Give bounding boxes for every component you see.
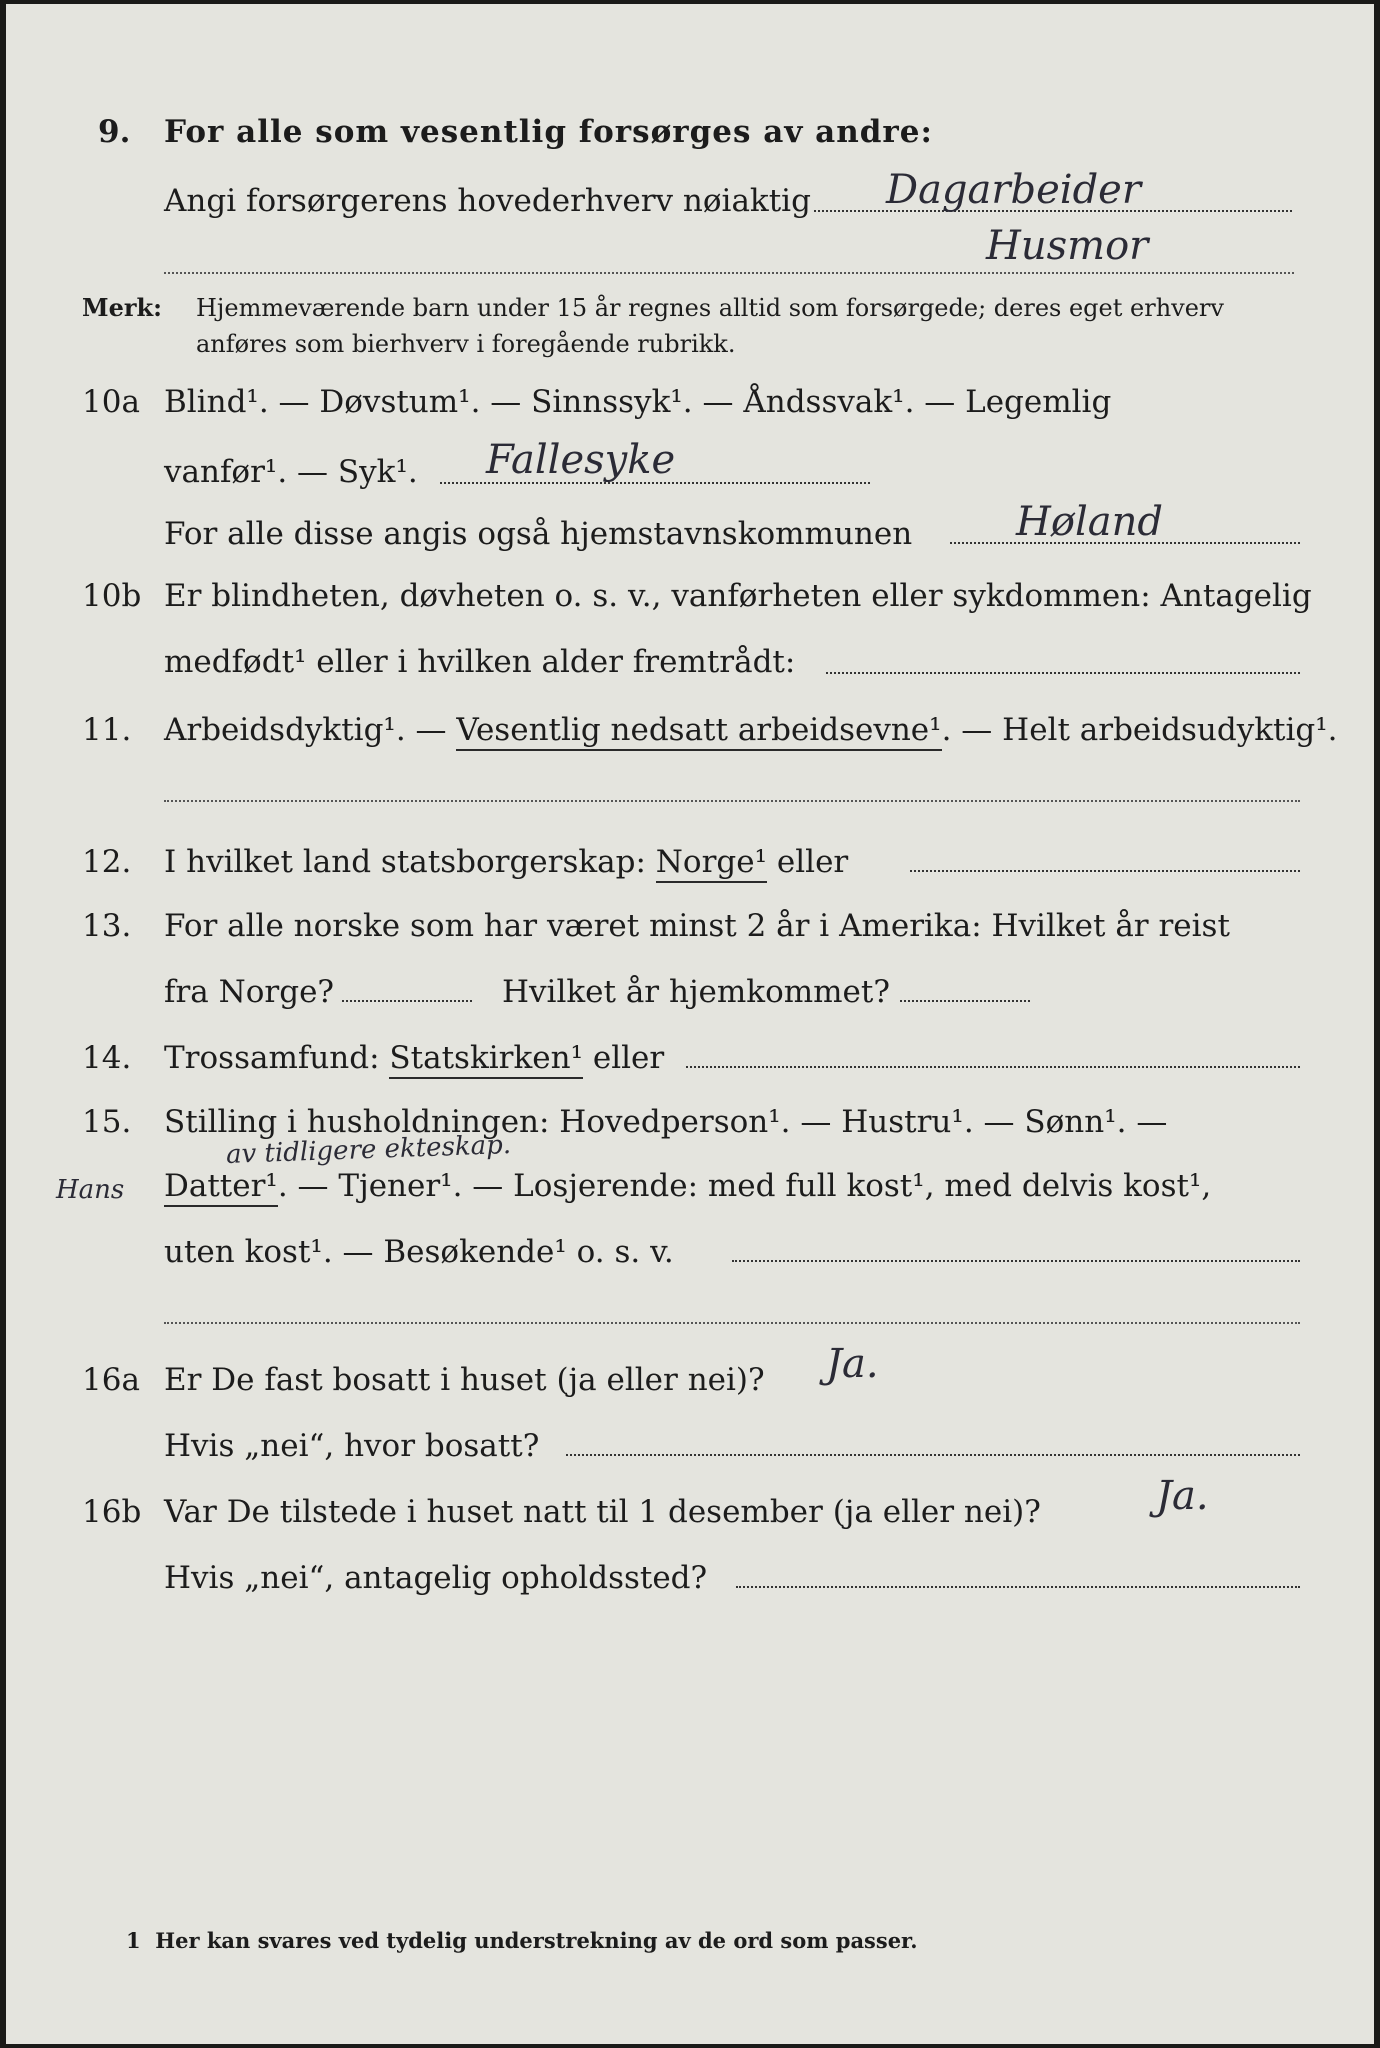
q11-part-2: . — Helt arbeidsudyktig¹. xyxy=(941,712,1338,748)
q16b-line-2: Hvis „nei“, antagelig opholdssted? xyxy=(164,1560,708,1596)
q11-extra-line xyxy=(164,800,1300,802)
q9-extra-line xyxy=(164,272,1294,274)
q10a-line-2: vanfør¹. — Syk¹. xyxy=(164,454,418,490)
q9-handwritten-answer-1: Dagarbeider xyxy=(886,167,1141,213)
census-form-page xyxy=(6,4,1374,2044)
merk-label: Merk: xyxy=(82,293,162,322)
q16b-number: 16b xyxy=(82,1494,142,1530)
q10a-handwritten-syk: Fallesyke xyxy=(486,437,676,483)
q12-answer-line xyxy=(910,870,1300,872)
q9-title: For alle som vesentlig forsørges av andre: xyxy=(164,114,933,150)
q10b-line-1: Er blindheten, døvheten o. s. v., vanførheten eller sykdommen: Antagelig xyxy=(164,578,1312,614)
q11-part-1: Arbeidsdyktig¹. — xyxy=(164,712,457,748)
merk-line-2: anføres som bierhverv i foregående rubrikk. xyxy=(196,330,736,358)
q13-line-2b: Hvilket år hjemkommet? xyxy=(502,974,890,1010)
q11-line xyxy=(164,710,1338,750)
q15-underlined-datter: Datter¹ xyxy=(164,1168,278,1207)
q14-text: Trossamfund: xyxy=(164,1040,380,1076)
q14-line xyxy=(164,1038,664,1078)
q15-line-2 xyxy=(164,1166,1211,1206)
q10a-line-3: For alle disse angis også hjemstavnskommunen xyxy=(164,516,913,552)
q12-number: 12. xyxy=(82,844,132,880)
q12-after: eller xyxy=(776,844,849,880)
q14-answer-line xyxy=(686,1066,1300,1068)
q15-extra-line xyxy=(164,1322,1300,1324)
q10a-number: 10a xyxy=(82,384,140,420)
q16a-line-1: Er De fast bosatt i huset (ja eller nei)? xyxy=(164,1362,765,1398)
q16a-answer-line xyxy=(566,1454,1300,1456)
q15-line-2-rest: . — Tjener¹. — Losjerende: med full kost¹, med delvis kost¹, xyxy=(277,1168,1212,1204)
merk-line-1: Hjemmeværende barn under 15 år regnes alltid som forsørgede; deres eget erhverv xyxy=(196,294,1224,322)
q10a-handwritten-kommune: Høland xyxy=(1016,499,1163,545)
q15-handwritten-annotation: av tidligere ekteskap. xyxy=(225,1130,512,1170)
footnote xyxy=(126,1928,918,1953)
q13-reist-line xyxy=(342,1000,472,1002)
q10b-answer-line xyxy=(826,672,1300,674)
q12-underlined-answer: Norge¹ xyxy=(656,844,767,883)
q16a-line-2: Hvis „nei“, hvor bosatt? xyxy=(164,1428,540,1464)
q12-line xyxy=(164,842,848,882)
q10a-line-1: Blind¹. — Døvstum¹. — Sinnssyk¹. — Åndssvak¹. — Legemlig xyxy=(164,384,1112,420)
q13-line-2a: fra Norge? xyxy=(164,974,335,1010)
q10b-line-2: medfødt¹ eller i hvilken alder fremtrådt: xyxy=(164,644,796,680)
q15-margin-note: Hans xyxy=(56,1175,125,1205)
q13-hjemkommet-line xyxy=(900,1000,1030,1002)
q16a-number: 16a xyxy=(82,1362,140,1398)
footnote-text: Her kan svares ved tydelig understrekning av de ord som passer. xyxy=(155,1928,918,1953)
q14-underlined-answer: Statskirken¹ xyxy=(389,1040,583,1079)
q11-underlined-answer: Vesentlig nedsatt arbeidsevne¹ xyxy=(456,712,941,751)
q13-number: 13. xyxy=(82,908,132,944)
q14-number: 14. xyxy=(82,1040,132,1076)
q10b-number: 10b xyxy=(82,578,142,614)
q12-text: I hvilket land statsborgerskap: xyxy=(164,844,646,880)
q16b-line-1: Var De tilstede i huset natt til 1 desember (ja eller nei)? xyxy=(164,1494,1041,1530)
q15-line-3: uten kost¹. — Besøkende¹ o. s. v. xyxy=(164,1234,674,1270)
q15-line-1: Stilling i husholdningen: Hovedperson¹. — Hustru¹. — Sønn¹. — xyxy=(164,1104,1168,1140)
q9-handwritten-answer-2: Husmor xyxy=(986,223,1149,269)
q14-after: eller xyxy=(592,1040,665,1076)
q16b-handwritten-answer: Ja. xyxy=(1156,1473,1209,1519)
q13-line-1: For alle norske som har været minst 2 år i Amerika: Hvilket år reist xyxy=(164,908,1230,944)
q16b-answer-line xyxy=(736,1586,1300,1588)
footnote-mark: 1 xyxy=(126,1928,141,1953)
q16a-handwritten-answer: Ja. xyxy=(826,1341,879,1387)
q15-number: 15. xyxy=(82,1104,132,1140)
q9-question: Angi forsørgerens hovederhverv nøiaktig xyxy=(164,183,811,219)
q11-number: 11. xyxy=(82,712,132,748)
q15-answer-line xyxy=(732,1260,1300,1262)
q9-number: 9. xyxy=(98,114,131,150)
